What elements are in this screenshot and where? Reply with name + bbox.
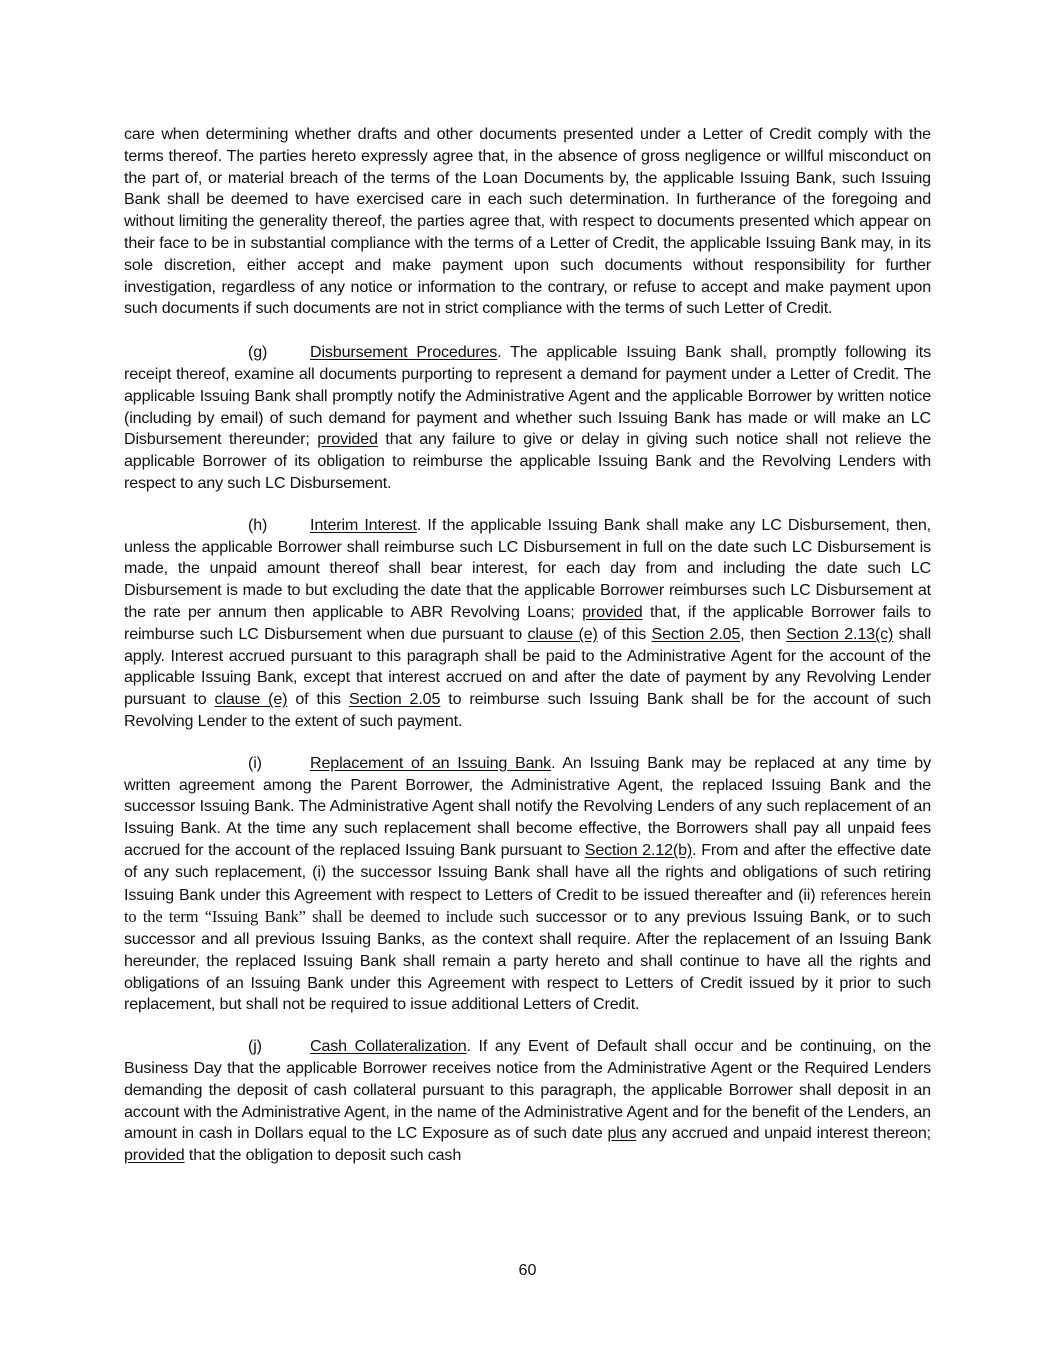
h-text-4: , then xyxy=(740,624,787,643)
paragraph-g-disbursement-procedures xyxy=(124,342,931,495)
paragraph-intro xyxy=(124,124,931,320)
g-text-1: . The applicable Issuing Bank shall, promptly following its receipt thereof, examine all documents purporting to represent a demand for payment under a Letter of Credit. The applicable Issuing Bank shall promptly notify the Administrative Agent and the applicable Borrower by written notice (including by email) of such demand for payment and whether such Issuing Bank has made or will make an LC Disbursement thereunder; xyxy=(124,343,932,449)
paragraph-j-cash-collateralization xyxy=(124,1036,931,1167)
i-text-1: . An Issuing Bank may be replaced at any time by written agreement among the Parent Borrower, the Administrative Agent, the replaced Issuing Bank and the successor Issuing Bank. The Administrative Agent shall notify the Revolving Lenders of any such replacement of an Issuing Bank. At the time any such replacement shall become effective, the Borrowers shall pay all unpaid fees accrued for the account of the replaced Issuing Bank pursuant to xyxy=(124,753,931,859)
j-plus: plus xyxy=(607,1124,637,1143)
h-text-6: of this xyxy=(287,690,349,709)
page-number: 60 xyxy=(518,1261,537,1279)
document-page xyxy=(124,124,931,1187)
j-provided: provided xyxy=(124,1146,185,1165)
g-provided: provided xyxy=(317,430,378,449)
h-text-7: to reimburse such Issuing Bank shall be for the account of such Revolving Lender to the extent of such payment. xyxy=(124,690,931,730)
paragraph-h-interim-interest xyxy=(124,515,931,733)
heading-interim-interest: Interim Interest xyxy=(310,515,417,534)
g-text-2: that any failure to give or delay in giving such notice shall not relieve the applicable Borrower of its obligation to reimburse the applicable Issuing Bank and the Revolving Lenders with respect to any such LC Disbursement. xyxy=(124,430,931,492)
heading-replacement-of-issuing-bank: Replacement of an Issuing Bank xyxy=(310,753,552,772)
heading-cash-collateralization: Cash Collateralization xyxy=(310,1037,467,1056)
i-ref-section-2-12b: Section 2.12(b) xyxy=(584,840,693,859)
intro-text: care when determining whether drafts and other documents presented under a Letter of Credit comply with the terms thereof. The parties hereto expressly agree that, in the absence of gross negligence or willful misconduct on the part of, or material breach of the terms of the Loan Documents by, the applicable Issuing Bank, such Issuing Bank shall be deemed to have exercised care in each such determination. In furtherance of the foregoing and without limiting the generality thereof, the parties agree that, with respect to documents presented which appear on their face to be in substantial compliance with the terms of a Letter of Credit, the applicable Issuing Bank may, in its sole discretion, either accept and make payment upon such documents without responsibility for further investigation, regardless of any notice or information to the contrary, or refuse to accept and make payment upon such documents if such documents are not in strict compliance with the terms of such Letter of Credit. xyxy=(124,125,931,318)
h-ref-clause-e-2: clause (e) xyxy=(214,690,288,709)
h-ref-section-2-05-2: Section 2.05 xyxy=(348,690,441,709)
h-text-2: that, if the applicable Borrower fails to reimburse such LC Disbursement when due pursuant to xyxy=(124,602,931,643)
j-text-2: any accrued and unpaid interest thereon; xyxy=(636,1124,931,1143)
i-text-serif: references herein to the term “Issuing Bank” shall be deemed to include such xyxy=(124,884,932,927)
i-text-3: successor or to any previous Issuing Bank, or to such successor and all previous Issuing Banks, as the context shall require. After the replacement of an Issuing Bank hereunder, the replaced Issuing Bank shall remain a party hereto and shall continue to have all the rights and obligations of an Issuing Bank under this Agreement with respect to Letters of Credit issued by it prior to such replacement, but shall not be required to issue additional Letters of Credit. xyxy=(124,908,931,1014)
h-ref-clause-e-1: clause (e) xyxy=(527,624,598,643)
heading-disbursement-procedures: Disbursement Procedures xyxy=(310,343,498,362)
j-text-3: that the obligation to deposit such cash xyxy=(184,1146,462,1165)
h-ref-section-2-13c: Section 2.13(c) xyxy=(786,624,894,643)
clause-label-j: (j) xyxy=(248,1037,262,1056)
i-text-2: . From and after the effective date of any such replacement, (i) the successor Issuing Bank shall have all the rights and obligations of such retiring Issuing Bank under this Agreement with respect to Letters of Credit to be issued thereafter and (ii) xyxy=(124,840,931,904)
h-text-1: . If the applicable Issuing Bank shall make any LC Disbursement, then, unless the applicable Borrower shall reimburse such LC Disbursement in full on the date such LC Disbursement is made, the unpaid amount thereof shall bear interest, for each day from and including the date such LC Disbursement is made to but excluding the date that the applicable Borrower reimburses such LC Disbursement at the rate per annum then applicable to ABR Revolving Loans; xyxy=(124,515,931,621)
paragraph-i-replacement-of-issuing-bank xyxy=(124,753,931,1017)
h-provided: provided xyxy=(582,602,643,621)
clause-label-i: (i) xyxy=(248,753,262,772)
j-text-1: . If any Event of Default shall occur and be continuing, on the Business Day that the applicable Borrower receives notice from the Administrative Agent or the Required Lenders demanding the deposit of cash collateral pursuant to this paragraph, the applicable Borrower shall deposit in an account with the Administrative Agent, in the name of the Administrative Agent and for the benefit of the Lenders, an amount in cash in Dollars equal to the LC Exposure as of such date xyxy=(124,1037,931,1143)
h-text-5: shall apply. Interest accrued pursuant to this paragraph shall be paid to the Administrative Agent for the account of the applicable Issuing Bank, except that interest accrued on and after the date of payment by any Revolving Lender pursuant to xyxy=(124,624,932,709)
h-text-3: of this xyxy=(597,624,652,643)
clause-label-g: (g) xyxy=(248,343,268,362)
h-ref-section-2-05-1: Section 2.05 xyxy=(651,624,741,643)
clause-label-h: (h) xyxy=(248,515,268,534)
